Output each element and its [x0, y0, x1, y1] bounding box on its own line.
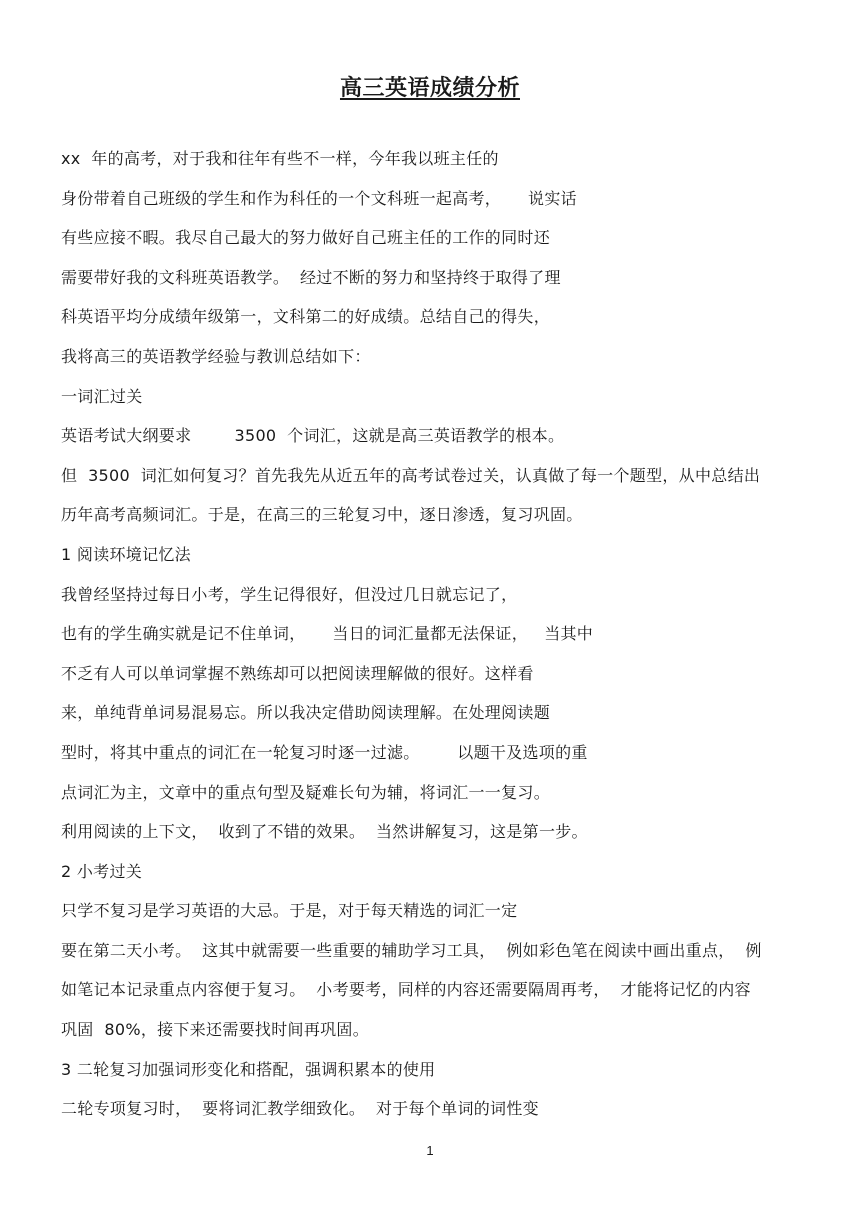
paragraph-line: 但 3500 词汇如何复习？首先我先从近五年的高考试卷过关，认真做了每一个题型，从中总结出: [61, 465, 761, 485]
paragraph-line: 我将高三的英语教学经验与教训总结如下：: [61, 346, 371, 366]
subsection-heading: 2 小考过关: [61, 861, 143, 881]
paragraph-line: 点词汇为主，文章中的重点句型及疑难长句为辅，将词汇一一复习。: [61, 782, 551, 802]
paragraph-line: 不乏有人可以单词掌握不熟练却可以把阅读理解做的很好。这样看: [61, 663, 534, 683]
paragraph-line: 英语考试大纲要求 3500 个词汇，这就是高三英语教学的根本。: [61, 426, 565, 446]
paragraph-line: 来，单纯背单词易混易忘。所以我决定借助阅读理解。在处理阅读题: [61, 703, 551, 723]
paragraph-line: 身份带着自己班级的学生和作为科任的一个文科班一起高考， 说实话: [61, 188, 577, 208]
paragraph-line: 需要带好我的文科班英语教学。 经过不断的努力和坚持终于取得了理: [61, 267, 561, 287]
subsection-heading: 1 阅读环境记忆法: [61, 544, 191, 564]
paragraph-line: 我曾经坚持过每日小考，学生记得很好，但没过几日就忘记了，: [61, 584, 518, 604]
paragraph-line: 如笔记本记录重点内容便于复习。 小考要考，同样的内容还需要隔周再考， 才能将记忆的内容: [61, 980, 751, 1000]
paragraph-line: 型时，将其中重点的词汇在一轮复习时逐一过滤。 以题干及选项的重: [61, 742, 588, 762]
document-title: 高三英语成绩分析: [339, 76, 520, 101]
paragraph-line: 只学不复习是学习英语的大忌。于是，对于每天精选的词汇一定: [61, 901, 518, 921]
subsection-heading: 3 二轮复习加强词形变化和搭配，强调积累本的使用: [61, 1059, 436, 1079]
paragraph-line: 巩固 80%，接下来还需要找时间再巩固。: [61, 1020, 370, 1040]
page-number: 1: [426, 1143, 434, 1158]
document-body: [61, 142, 806, 1132]
paragraph-line: 利用阅读的上下文， 收到了不错的效果。 当然讲解复习，这是第一步。: [61, 822, 588, 842]
paragraph-line: xx 年的高考，对于我和往年有些不一样，今年我以班主任的: [61, 149, 499, 168]
paragraph-line: 科英语平均分成绩年级第一，文科第二的好成绩。总结自己的得失，: [61, 307, 551, 327]
paragraph-line: 也有的学生确实就是记不住单词， 当日的词汇量都无法保证， 当其中: [61, 624, 594, 644]
paragraph-line: 要在第二天小考。 这其中就需要一些重要的辅助学习工具， 例如彩色笔在阅读中画出重点， 例: [61, 940, 762, 960]
paragraph-line: 二轮专项复习时， 要将词汇教学细致化。 对于每个单词的词性变: [61, 1099, 539, 1119]
section-heading: 一词汇过关: [61, 386, 143, 406]
paragraph-line: 历年高考高频词汇。于是，在高三的三轮复习中，逐日渗透，复习巩固。: [61, 505, 583, 525]
paragraph-line: 有些应接不暇。我尽自己最大的努力做好自己班主任的工作的同时还: [61, 228, 551, 248]
